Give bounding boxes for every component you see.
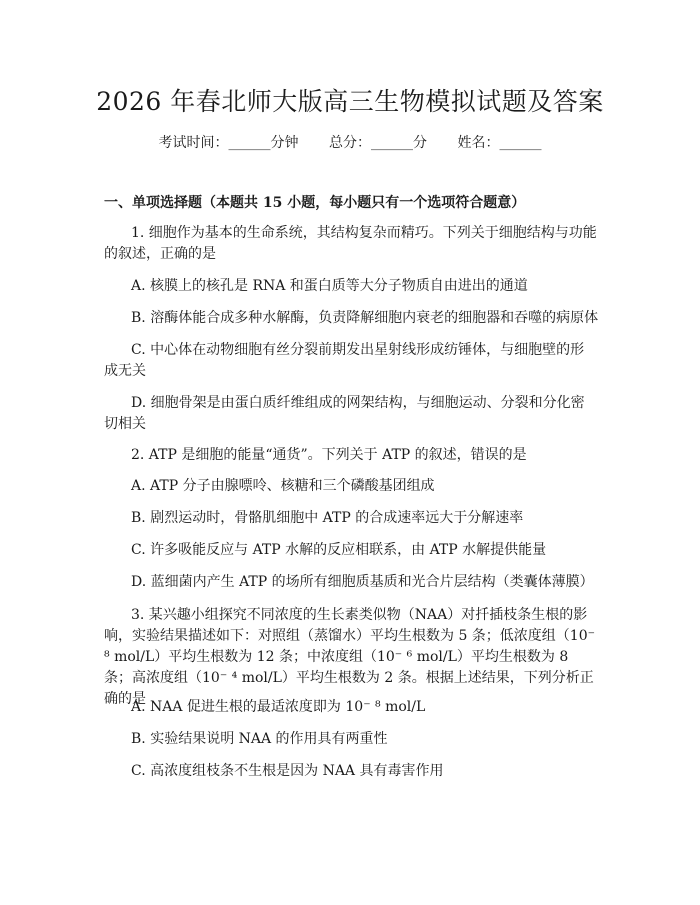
- question-2-option-c: C. 许多吸能反应与 ATP 水解的反应相联系，由 ATP 水解提供能量: [131, 542, 547, 558]
- question-1-option-d: D. 细胞骨架是由蛋白质纤维组成的网架结构，与细胞运动、分裂和分化密切相关: [104, 395, 585, 432]
- question-3-stem: 3. 某兴趣小组探究不同浓度的生长素类似物（NAA）对扦插枝条生根的影响，实验结果描述如下：对照组（蒸馏水）平均生根数为 5 条；低浓度组（10⁻ ⁸ mol/L）平均生根数为 12 条；中浓度组（10⁻ ⁶ mol/L）平均生根数为 8 条；高浓度组（10⁻ ⁴ mol/L）平均生根数为 2 条。根据上述结果，下列分析正确的是: [104, 607, 596, 707]
- question-3-option-c: C. 高浓度组枝条不生根是因为 NAA 具有毒害作用: [131, 763, 444, 779]
- exam-meta: [0, 132, 700, 152]
- total-score-field: 总分：______分: [329, 135, 427, 151]
- question-1-option-a: A. 核膜上的核孔是 RNA 和蛋白质等大分子物质自由进出的通道: [131, 278, 528, 294]
- question-1-option-c: C. 中心体在动物细胞有丝分裂前期发出星射线形成纺锤体，与细胞壁的形成无关: [104, 342, 585, 379]
- page-title: 2026 年春北师大版高三生物模拟试题及答案: [96, 87, 604, 116]
- question-2-option-b: B. 剧烈运动时，骨骼肌细胞中 ATP 的合成速率远大于分解速率: [131, 510, 524, 526]
- exam-time-field: 考试时间：______分钟: [158, 135, 299, 151]
- question-3-option-a: A. NAA 促进生根的最适浓度即为 10⁻ ⁸ mol/L: [131, 699, 426, 715]
- question-1-option-b: B. 溶酶体能合成多种水解酶，负责降解细胞内衰老的细胞器和吞噬的病原体: [131, 310, 599, 326]
- question-2-option-d: D. 蓝细菌内产生 ATP 的场所有细胞质基质和光合片层结构（类囊体薄膜）: [131, 574, 594, 590]
- question-2-stem: 2. ATP 是细胞的能量“通货”。下列关于 ATP 的叙述，错误的是: [131, 447, 527, 463]
- student-name-field: 姓名：______: [457, 135, 542, 151]
- question-3-option-b: B. 实验结果说明 NAA 的作用具有两重性: [131, 731, 388, 747]
- question-1-stem: 1. 细胞作为基本的生命系统，其结构复杂而精巧。下列关于细胞结构与功能的叙述，正确的是: [104, 225, 597, 262]
- question-2-option-a: A. ATP 分子由腺嘌呤、核糖和三个磷酸基团组成: [131, 478, 435, 494]
- section-heading: 一、单项选择题（本题共 15 小题，每小题只有一个选项符合题意）: [104, 195, 526, 211]
